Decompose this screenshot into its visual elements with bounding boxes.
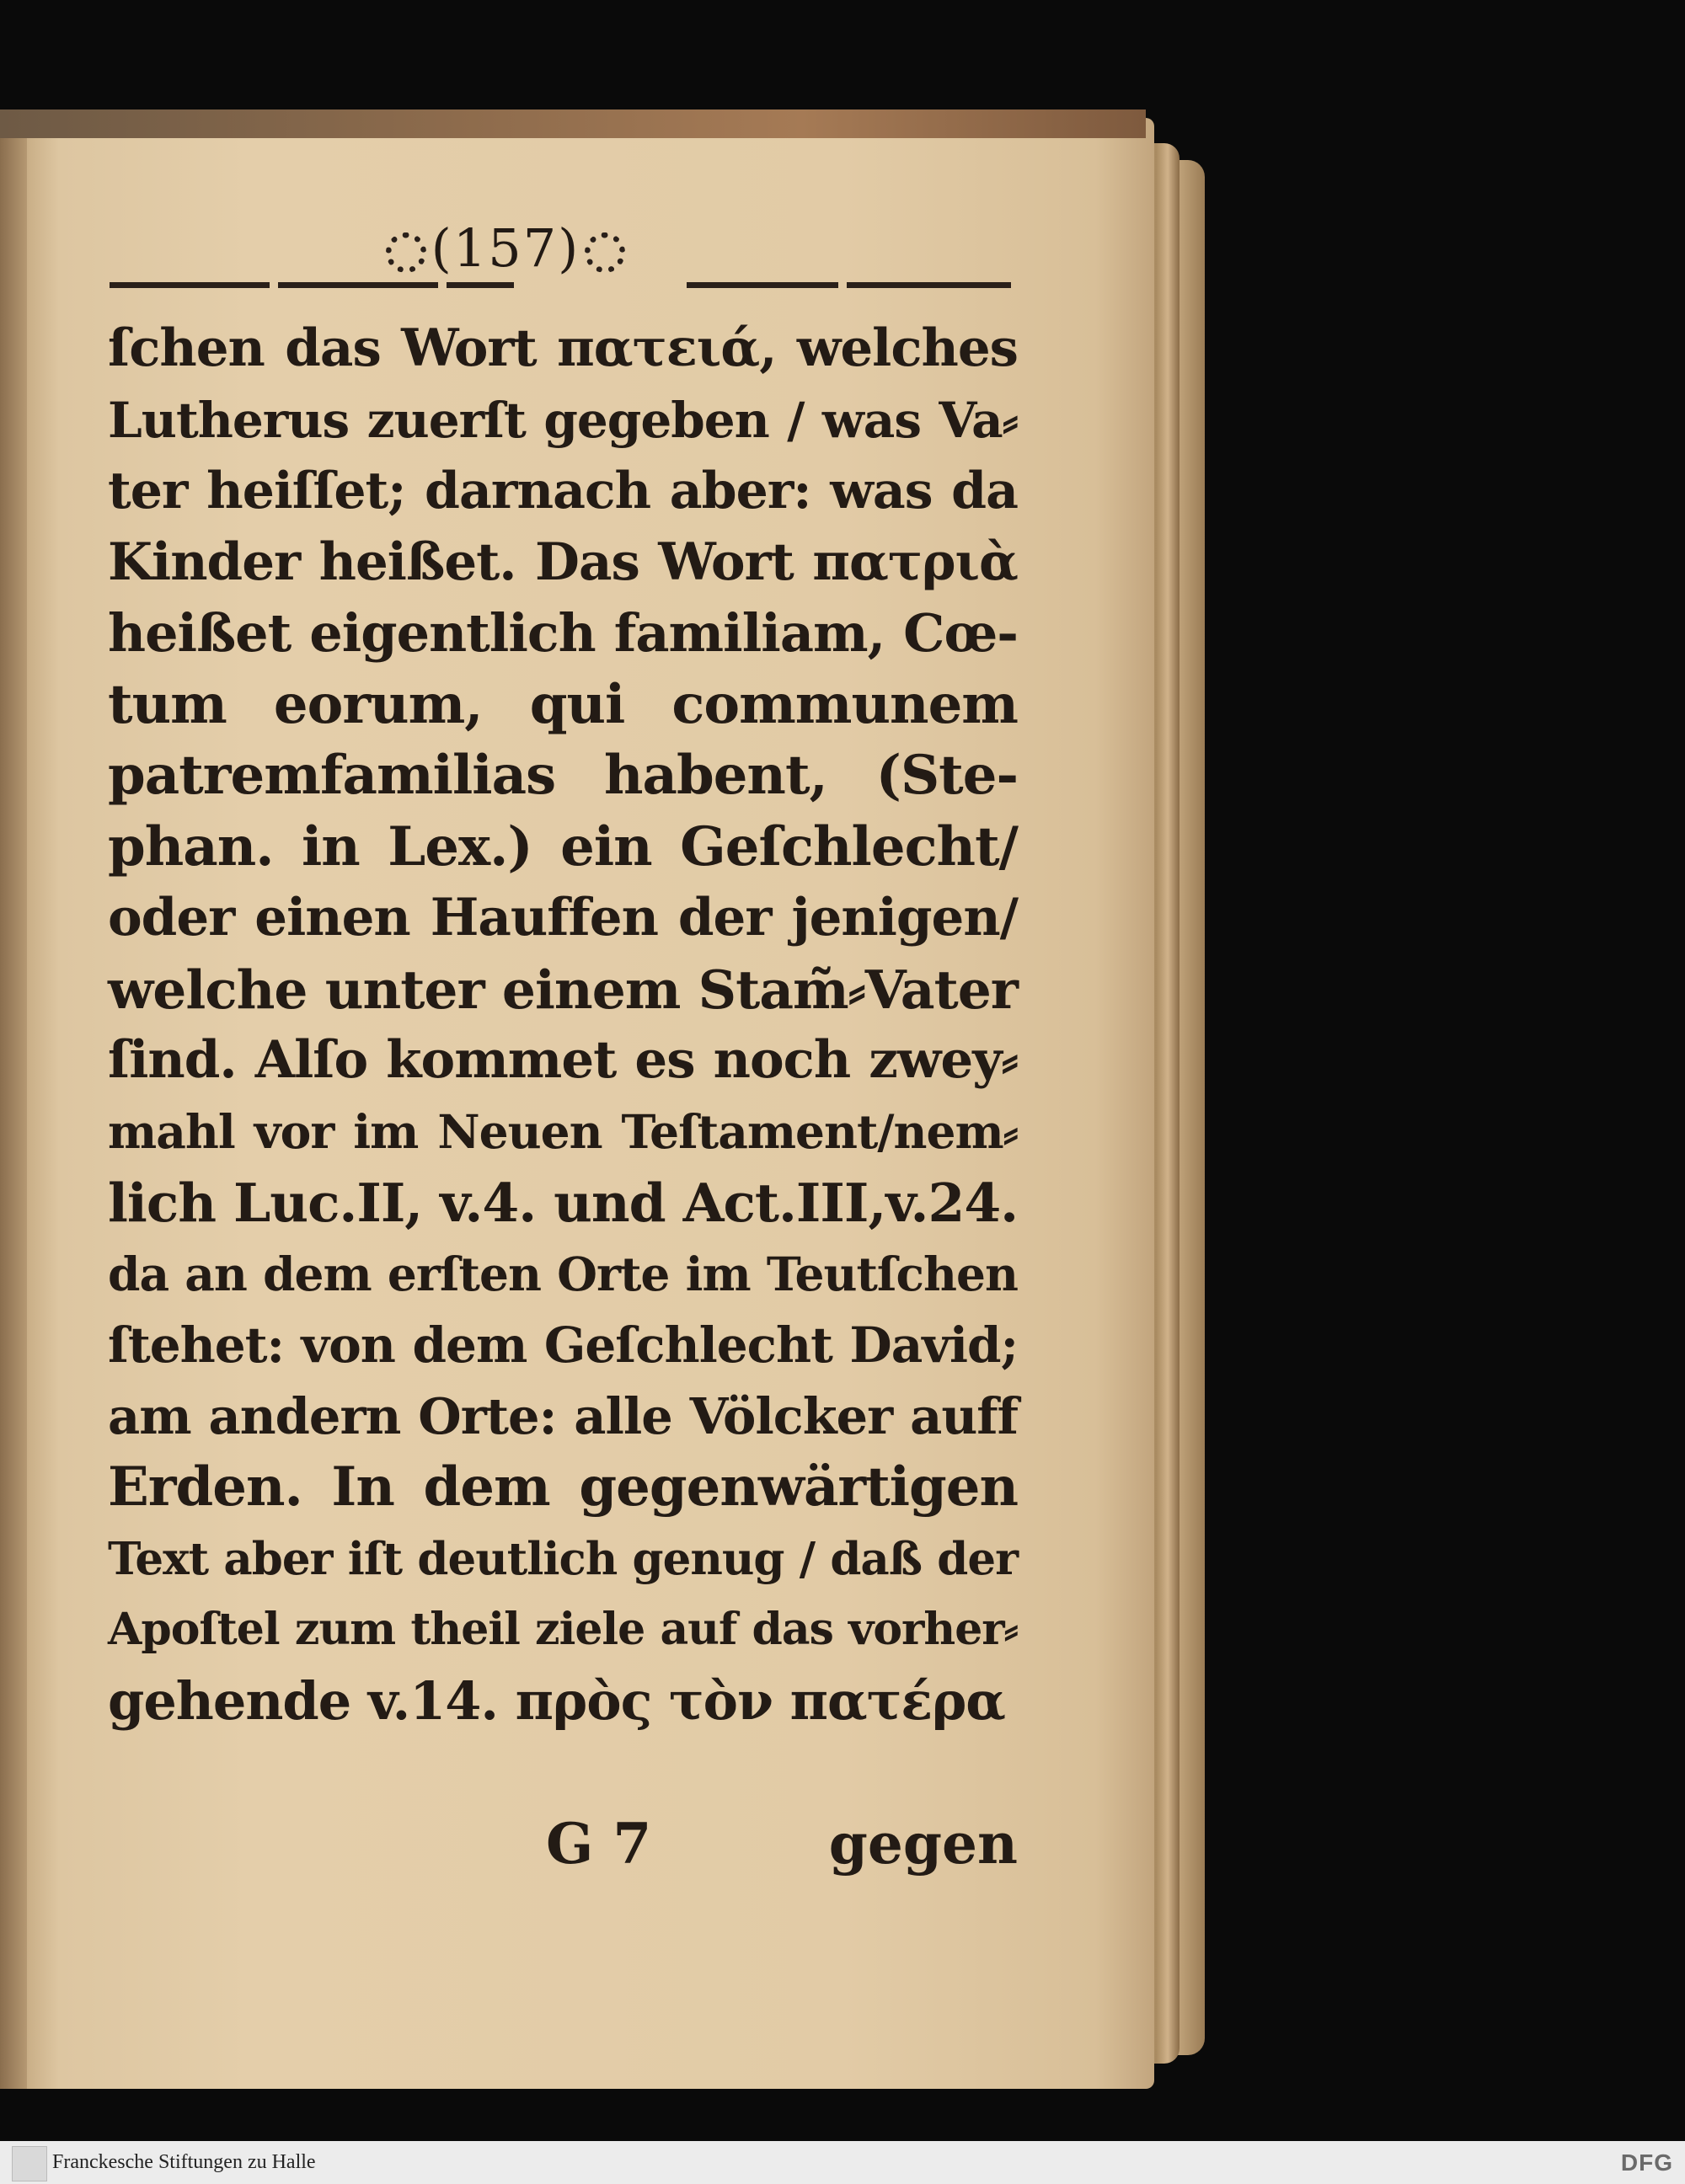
text-line: am andern Orte: alle Völcker auff xyxy=(108,1386,1018,1445)
page-top-edge xyxy=(0,109,1146,138)
page-footer-line xyxy=(108,1811,1018,1887)
text-line: ſind. Alſo kommet es noch zwey⸗ xyxy=(108,1030,1018,1090)
text-line: patremfamilias habent, (Ste- xyxy=(108,744,1018,807)
text-line: tum eorum, qui communem xyxy=(108,672,1018,736)
ornament-right-icon xyxy=(585,232,625,273)
text-line: Text aber iſt deutlich genug / daß der xyxy=(108,1532,1018,1585)
text-line: gehende v.14. πρὸς τὸν πατέρα xyxy=(108,1669,1006,1732)
text-line: Kinder heißet. Das Wort πατριὰ xyxy=(108,531,1018,592)
viewer-footer xyxy=(0,2141,1685,2184)
text-line: welche unter einem Stam̃⸗Vater xyxy=(108,958,1018,1021)
text-line: ſtehet: von dem Geſchlecht David; xyxy=(108,1316,1018,1374)
text-line: oder einen Hauffen der jenigen/ xyxy=(108,888,1018,948)
text-line: ſchen das Wort πατειά, welches xyxy=(108,318,1018,378)
header-rule xyxy=(110,282,270,288)
header-rule xyxy=(847,282,1011,288)
text-line: Apoſtel zum theil ziele auf das vorher⸗ xyxy=(108,1604,1018,1655)
text-line: phan. in Lex.) ein Geſchlecht/ xyxy=(108,814,1018,878)
catchword: gegen xyxy=(828,1811,1018,1877)
header-rule xyxy=(687,282,838,288)
text-line: Lutherus zuerſt gegeben / was Va⸗ xyxy=(108,391,1018,449)
signature-mark: G 7 xyxy=(546,1811,652,1877)
header-rule xyxy=(447,282,514,288)
text-line: lich Luc.II, v.4. und Act.III,v.24. xyxy=(108,1172,1019,1234)
book-gutter xyxy=(0,118,27,2089)
text-line: heißet eigentlich familiam, Cœ- xyxy=(108,602,1018,664)
text-line: da an dem erſten Orte im Teutſchen xyxy=(108,1246,1018,1301)
body-text xyxy=(108,313,1018,1737)
text-line: ter heiſſet; darnach aber: was da xyxy=(108,462,1018,521)
text-line: mahl vor im Neuen Teſtament/nem⸗ xyxy=(108,1103,1018,1159)
institution-name: Franckesche Stiftungen zu Halle xyxy=(52,2151,316,2173)
header-rule xyxy=(278,282,438,288)
page-number: (157) xyxy=(0,217,1011,279)
ornament-left-icon xyxy=(386,232,426,273)
dfg-logo: DFG xyxy=(1620,2149,1673,2176)
text-line: Erden. In dem gegenwärtigen xyxy=(108,1455,1018,1519)
institution-logo-icon xyxy=(12,2146,47,2181)
